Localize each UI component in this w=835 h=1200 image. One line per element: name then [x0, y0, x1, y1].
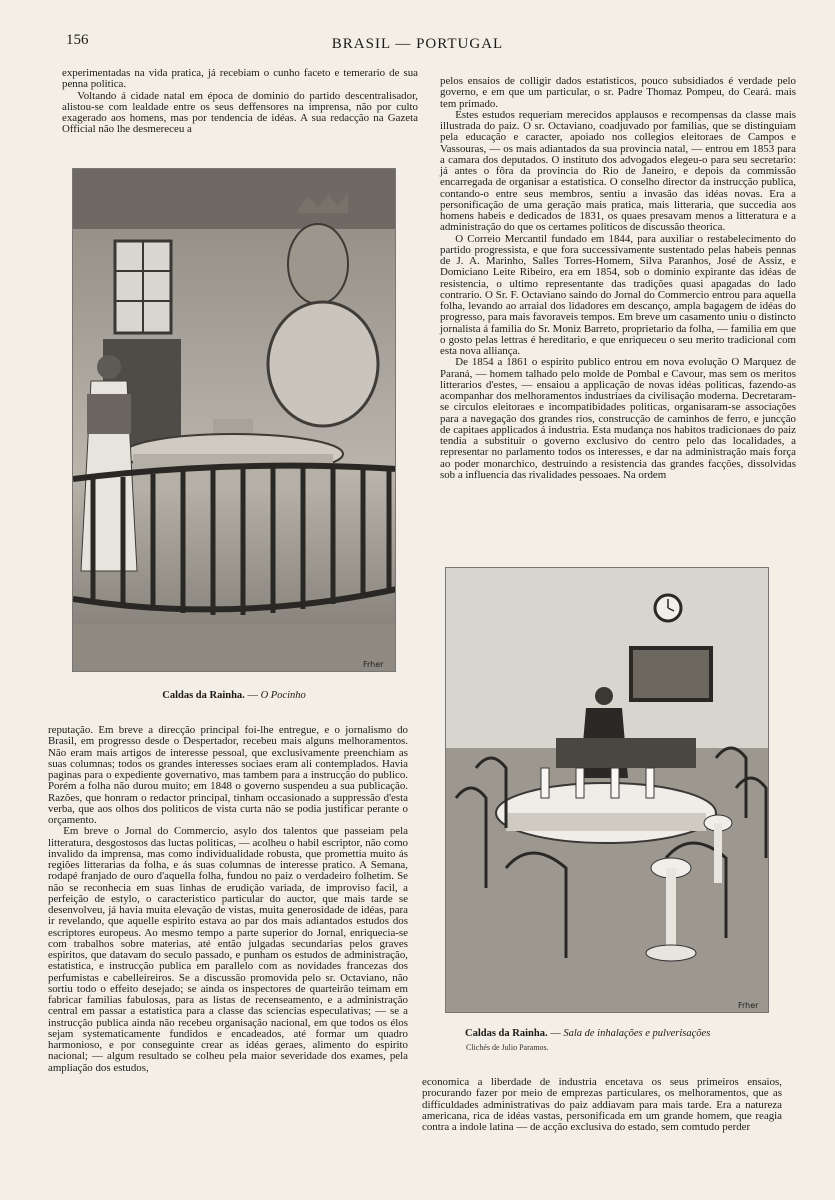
paragraph: Estes estudos requeriam merecidos applausos e recompensas da classe mais illustrada do paiz. O sr. Octaviano, coadjuvado por familias, que se distinguiam pela educação e caracter, apoiado nos collegios eleitoraes de Campos e Vassouras, — os mais adiantados da sua provincia natal, — entrou em 1853 para a camara dos deputados. O instituto dos advogados elegeu-o para seu secretario: já antes o fôra da provincia do Rio de Janeiro, e depois da commissão encarregada de organisar a estatistica. O conselho director da instrucção publica, contando-o entre seus membros, sentiu a invasão das idéas novas. Era a personificação de uma geração mais pratica, mais litteraria, que succedia aos homens habeis e dedicados de 1831, os quaes presavam menos a litteratura e a administração do que os certames politicos de discussão theorica. [440, 108, 796, 234]
photo-inhalation-room [445, 567, 769, 1013]
photo-signature: Frher [738, 1001, 759, 1010]
photo-credit: Clichés de Julio Paramos. [466, 1043, 549, 1052]
paragraph: De 1854 a 1861 o espirito publico entrou em nova evolução O Marquez de Paraná, — homem talhado pelo molde de Pombal e Cavour, mas sem os meritos litterarios d'estes, — ensaiou a applicação de novas idéas politicas, fazendo-as acompanhar dos melhoramentos industriaes da civilisação moderna. Decretaram-se circulos eleitoraes e incompatibidades politicas, organisaram-se associações para a navegação dos grandes rios, construcção de caminhos de ferro, e juncção de capitaes applicados á industria. Esta mudança nos habitos tradicionaes do paiz tendia a substituir o governo exclusivo do centro pelo das localidades, a representar no parlamento todos os interesses, e dar na administração mais força ao poder monarchico, destruindo a resistencia das grandes facções, dissolvidas sob a influencia das rivalidades pessoaes. Na ordem [440, 356, 796, 481]
paragraph: economica a liberdade de industria encetava os seus primeiros ensaios, procurando fazer por meio de emprezas particulares, os melhoramentos, que as difficuldades administrativas do paiz addiavam para mais tarde. Era a natureza americana, rica de idéas vastas, personificada em um grande homem, que reagia contra a indole latina — de acção exclusiva do estado, sem comtudo perder [422, 1076, 782, 1133]
paragraph: experimentadas na vida pratica, já recebiam o cunho faceto e temerario de sua penna politica. [62, 67, 418, 91]
column-right-top [440, 76, 796, 481]
column-left-bottom [48, 725, 408, 1074]
page-number: 156 [66, 32, 89, 48]
caption-inhalation-room [445, 1028, 769, 1039]
caption-pocinho [72, 690, 396, 701]
inhalation-room-illustration [446, 568, 769, 1013]
photo-signature: Frher [363, 660, 384, 669]
running-head: BRASIL — PORTUGAL [331, 36, 504, 52]
photo-pocinho [72, 168, 396, 672]
caption-title: Caldas da Rainha. [162, 690, 245, 701]
caption-title: Caldas da Rainha. [465, 1028, 548, 1039]
caption-dash: — [244, 690, 261, 701]
paragraph: Em breve o Jornal do Commercio, asylo dos talentos que passeiam pela litteratura, desgostosos das luctas politicas, — acolheu o habil escriptor, não como invalido da imprensa, mas como individualidade robusta, que promettia muito ás regiões litterarias da folha, e ás suas columnas de interesse pratico. A Semana, rodapé franjado de ouro d'aquella folha, fundou no paiz o verdadeiro folhetim. Se não se reconhecia em suas linhas de erudição variada, de improviso facil, a perfeição de estylo, o caracteristico particular do auctor, que mais tarde se desenvolveu, já havia muita elevação de vistas, muita generosidade de idéas, para ir revelando, que aquelle espirito estava ao par dos mais adiantados estudos dos escriptores europeus. Ao mesmo tempo a parte superior do Jornal, enriquecia-se com trabalhos sobre materias, até então julgadas secundarias pelos graves espiritos, que datavam do seculo passado, e punham os estudos de administração, estatistica, e instrucção publica em parallelo com as novidades francezas dos perfumistas e cabelleireiros. Se a discussão promovida pelo sr. Octaviano, não sortiu todo o effeito desejado; se ainda os inspectores de quarteirão teimam em fabricar familias fabulosas, para as listas de recenseamento, e a administração central em passar a estatistica para a classe das sciencias especulativas; — se a instrucção publica ainda não recebeu organisação nacional, em que todos os élos sejam systematicamente fundidos e encadeados, até formar um quadro harmonioso, e por conseguinte crear as idéas geraes, alimento do espirito nacional; — algum resultado se colheu pela maior severidade dos exames, pela ampliação dos estudos, [48, 825, 408, 1074]
caption-subtitle: Sala de inhalações e pulverisações [563, 1028, 711, 1039]
fountain-illustration [73, 169, 396, 672]
column-right-bottom [422, 1077, 782, 1133]
paragraph: pelos ensaios de colligir dados estatisticos, pouco subsidiados é verdade pelo governo, e em que um particular, o sr. Padre Thomaz Pompeu, do Ceará. mais tem primado. [440, 75, 796, 110]
caption-dash: — [547, 1028, 564, 1039]
caption-subtitle: O Pocinho [260, 690, 306, 701]
column-left-top [62, 68, 418, 136]
paragraph: O Correio Mercantil fundado em 1844, para auxiliar o restabelecimento do partido progressista, e que fora successivamente sustentado pelas habeis pennas de J. A. Marinho, Salles Torres-Homem, Silva Paranhos, José de Assiz, e Domiciano Leite Ribeiro, era em 1854, sob o dominio expirante das idéas de resistencia, o ultimo representante das tradições quasi apagadas do lado contrario. O Sr. F. Octaviano saindo do Jornal do Commercio entrou para aquella folha, levando ao arraial dos lidadores em descanço, ampla bagagem de idéas do progresso, para mais favoraveis tempos. Em breve um casamento uniu o distincto jornalista á familia do Sr. Moniz Barreto, proprietario da folha, — familia em que o gosto pelas lettras é hereditario, e que enriqueceu o seu merito tradicional com esta nova alliança. [440, 232, 796, 357]
paragraph: reputação. Em breve a direcção principal foi-lhe entregue, e o jornalismo do Brasil, em progresso desde o Despertador, recebeu mais alguns melhoramentos. Não eram mais artigos de interesse pessoal, que exclusivamente preenchiam as suas columnas; todos os grandes interesses sociaes eram ali contemplados. Havia paginas para o expediente governativo, mas tambem para a instrucção do publico. Porém a folha não durou muito; em 1848 o governo suspendeu a sua publicação. Razões, que honram o redactor principal, tinham occasionado a suppressão d'esta verba, que aos olhos dos politicos de vista curta não se podia justificar perante o orçamento. [48, 724, 408, 826]
paragraph: Voltando á cidade natal em época de dominio do partido descentralisador, alistou-se com lealdade entre os seus deffensores na imprensa, não por culto exagerado aos homens, mas por tendencia de idéas. A sua redacção na Gazeta Official não lhe desmereceu a [62, 89, 418, 136]
